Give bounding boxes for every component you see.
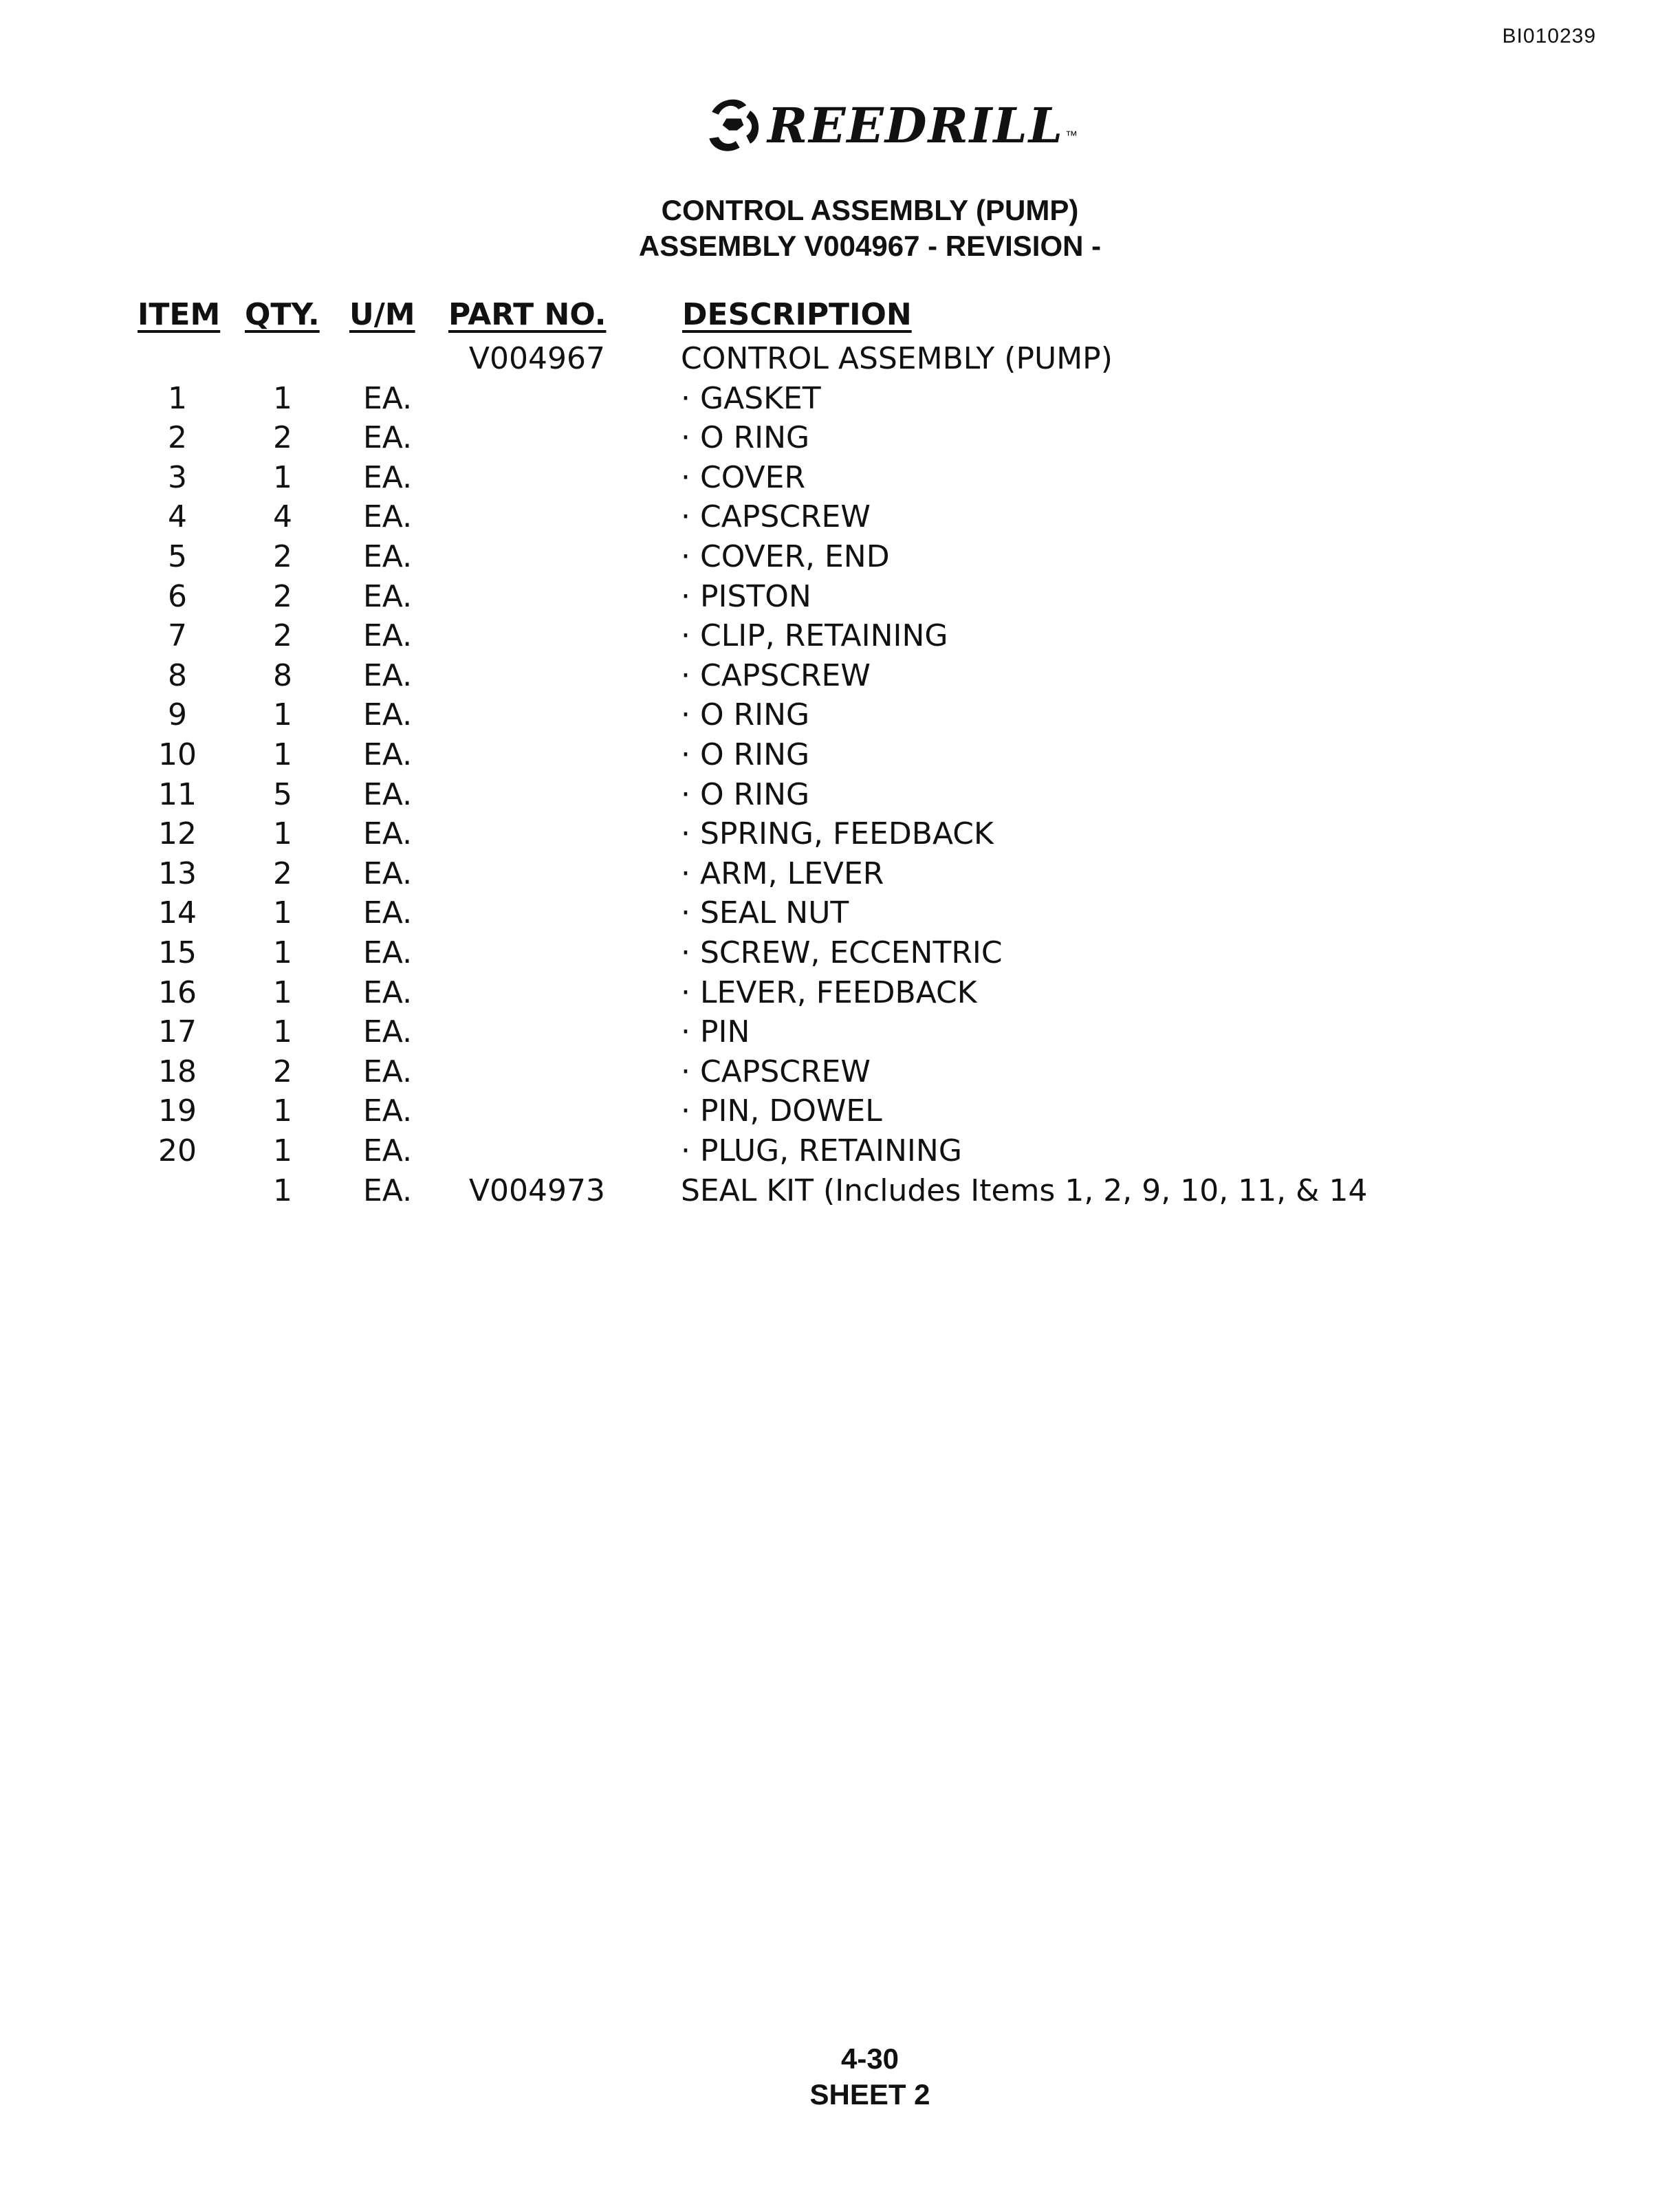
table-cell-description: · SCREW, ECCENTRIC bbox=[681, 935, 1003, 970]
table-cell-part-number: V004967 bbox=[468, 341, 605, 376]
table-cell-quantity: 1 bbox=[273, 381, 292, 416]
table-cell-unit-of-measure: EA. bbox=[363, 460, 413, 495]
table-cell-item-number: 9 bbox=[168, 697, 187, 732]
table-cell-description: · SEAL NUT bbox=[681, 895, 849, 930]
table-cell-item-number: 4 bbox=[168, 499, 187, 534]
table-cell-unit-of-measure: EA. bbox=[363, 420, 413, 455]
table-cell-item-number: 12 bbox=[158, 816, 197, 851]
table-cell-unit-of-measure: EA. bbox=[363, 975, 413, 1010]
table-cell-item-number: 11 bbox=[158, 777, 197, 812]
table-cell-quantity: 1 bbox=[273, 737, 292, 772]
table-cell-item-number: 18 bbox=[158, 1054, 197, 1089]
table-cell-description: · GASKET bbox=[681, 381, 821, 416]
table-cell-description: · O RING bbox=[681, 737, 810, 772]
table-cell-description: · CAPSCREW bbox=[681, 658, 871, 693]
header-um: U/M bbox=[349, 297, 415, 332]
table-cell-unit-of-measure: EA. bbox=[363, 579, 413, 614]
table-cell-description: · O RING bbox=[681, 777, 810, 812]
table-cell-description: · PIN, DOWEL bbox=[681, 1093, 882, 1129]
table-cell-unit-of-measure: EA. bbox=[363, 816, 413, 851]
document-title: CONTROL ASSEMBLY (PUMP) bbox=[661, 194, 1079, 226]
page-number: 4-30 bbox=[840, 2042, 899, 2075]
table-cell-item-number: 16 bbox=[158, 975, 197, 1010]
table-cell-item-number: 15 bbox=[158, 935, 197, 970]
table-cell-item-number: 6 bbox=[168, 579, 187, 614]
sheet-number: SHEET 2 bbox=[809, 2078, 930, 2111]
table-cell-item-number: 10 bbox=[158, 737, 197, 772]
table-cell-description: · O RING bbox=[681, 697, 810, 732]
table-cell-item-number: 13 bbox=[158, 856, 197, 891]
table-cell-unit-of-measure: EA. bbox=[363, 935, 413, 970]
table-cell-description: · PIN bbox=[681, 1014, 750, 1049]
table-cell-item-number: 2 bbox=[168, 420, 187, 455]
table-cell-quantity: 1 bbox=[273, 816, 292, 851]
table-cell-item-number: 7 bbox=[168, 618, 187, 653]
table-cell-part-number: V004973 bbox=[468, 1173, 605, 1208]
table-cell-unit-of-measure: EA. bbox=[363, 856, 413, 891]
table-cell-unit-of-measure: EA. bbox=[363, 1173, 413, 1208]
table-cell-item-number: 17 bbox=[158, 1014, 197, 1049]
reedrill-swirl-logo-icon bbox=[700, 92, 766, 158]
table-cell-description: · PISTON bbox=[681, 579, 811, 614]
table-cell-quantity: 1 bbox=[273, 975, 292, 1010]
table-cell-quantity: 2 bbox=[273, 618, 292, 653]
table-cell-item-number: 5 bbox=[168, 539, 187, 574]
table-cell-quantity: 2 bbox=[273, 539, 292, 574]
table-cell-quantity: 1 bbox=[273, 460, 292, 495]
table-cell-description: · COVER, END bbox=[681, 539, 890, 574]
table-cell-quantity: 5 bbox=[273, 777, 292, 812]
table-cell-quantity: 1 bbox=[273, 1133, 292, 1168]
table-cell-unit-of-measure: EA. bbox=[363, 1054, 413, 1089]
table-cell-description: · COVER bbox=[681, 460, 806, 495]
table-cell-quantity: 1 bbox=[273, 1014, 292, 1049]
table-cell-unit-of-measure: EA. bbox=[363, 777, 413, 812]
table-cell-quantity: 2 bbox=[273, 579, 292, 614]
table-cell-quantity: 1 bbox=[273, 697, 292, 732]
table-cell-unit-of-measure: EA. bbox=[363, 381, 413, 416]
table-cell-item-number: 20 bbox=[158, 1133, 197, 1168]
table-cell-description: · LEVER, FEEDBACK bbox=[681, 975, 977, 1010]
header-item: ITEM bbox=[138, 297, 221, 332]
table-cell-quantity: 2 bbox=[273, 420, 292, 455]
table-cell-unit-of-measure: EA. bbox=[363, 895, 413, 930]
table-cell-item-number: 19 bbox=[158, 1093, 197, 1129]
table-cell-description: CONTROL ASSEMBLY (PUMP) bbox=[681, 341, 1113, 376]
table-cell-unit-of-measure: EA. bbox=[363, 1093, 413, 1129]
table-cell-quantity: 1 bbox=[273, 1093, 292, 1129]
table-cell-unit-of-measure: EA. bbox=[363, 618, 413, 653]
table-cell-description: · CLIP, RETAINING bbox=[681, 618, 948, 653]
brand-name: REEDRILL bbox=[767, 96, 1064, 154]
table-cell-unit-of-measure: EA. bbox=[363, 499, 413, 534]
table-cell-description: · ARM, LEVER bbox=[681, 856, 884, 891]
table-cell-description: SEAL KIT (Includes Items 1, 2, 9, 10, 11, & 14 bbox=[681, 1173, 1368, 1208]
brand-logo bbox=[700, 92, 1078, 158]
table-cell-quantity: 4 bbox=[273, 499, 292, 534]
table-cell-unit-of-measure: EA. bbox=[363, 658, 413, 693]
trademark-mark: ™ bbox=[1065, 129, 1078, 142]
table-cell-quantity: 2 bbox=[273, 856, 292, 891]
table-cell-quantity: 1 bbox=[273, 935, 292, 970]
table-cell-description: · O RING bbox=[681, 420, 810, 455]
header-description: DESCRIPTION bbox=[682, 297, 912, 332]
table-cell-quantity: 1 bbox=[273, 1173, 292, 1208]
table-cell-item-number: 8 bbox=[168, 658, 187, 693]
table-cell-quantity: 2 bbox=[273, 1054, 292, 1089]
table-cell-quantity: 1 bbox=[273, 895, 292, 930]
header-part-no: PART NO. bbox=[448, 297, 607, 332]
header-qty: QTY. bbox=[245, 297, 320, 332]
table-cell-item-number: 1 bbox=[168, 381, 187, 416]
table-cell-unit-of-measure: EA. bbox=[363, 539, 413, 574]
table-cell-description: · PLUG, RETAINING bbox=[681, 1133, 962, 1168]
table-cell-description: · SPRING, FEEDBACK bbox=[681, 816, 994, 851]
doc-id: BI010239 bbox=[1502, 25, 1596, 47]
table-cell-unit-of-measure: EA. bbox=[363, 1133, 413, 1168]
table-cell-unit-of-measure: EA. bbox=[363, 697, 413, 732]
table-cell-item-number: 14 bbox=[158, 895, 197, 930]
table-cell-quantity: 8 bbox=[273, 658, 292, 693]
table-cell-unit-of-measure: EA. bbox=[363, 1014, 413, 1049]
table-cell-item-number: 3 bbox=[168, 460, 187, 495]
table-cell-unit-of-measure: EA. bbox=[363, 737, 413, 772]
table-cell-description: · CAPSCREW bbox=[681, 499, 871, 534]
table-cell-description: · CAPSCREW bbox=[681, 1054, 871, 1089]
document-subtitle: ASSEMBLY V004967 - REVISION - bbox=[638, 230, 1102, 262]
